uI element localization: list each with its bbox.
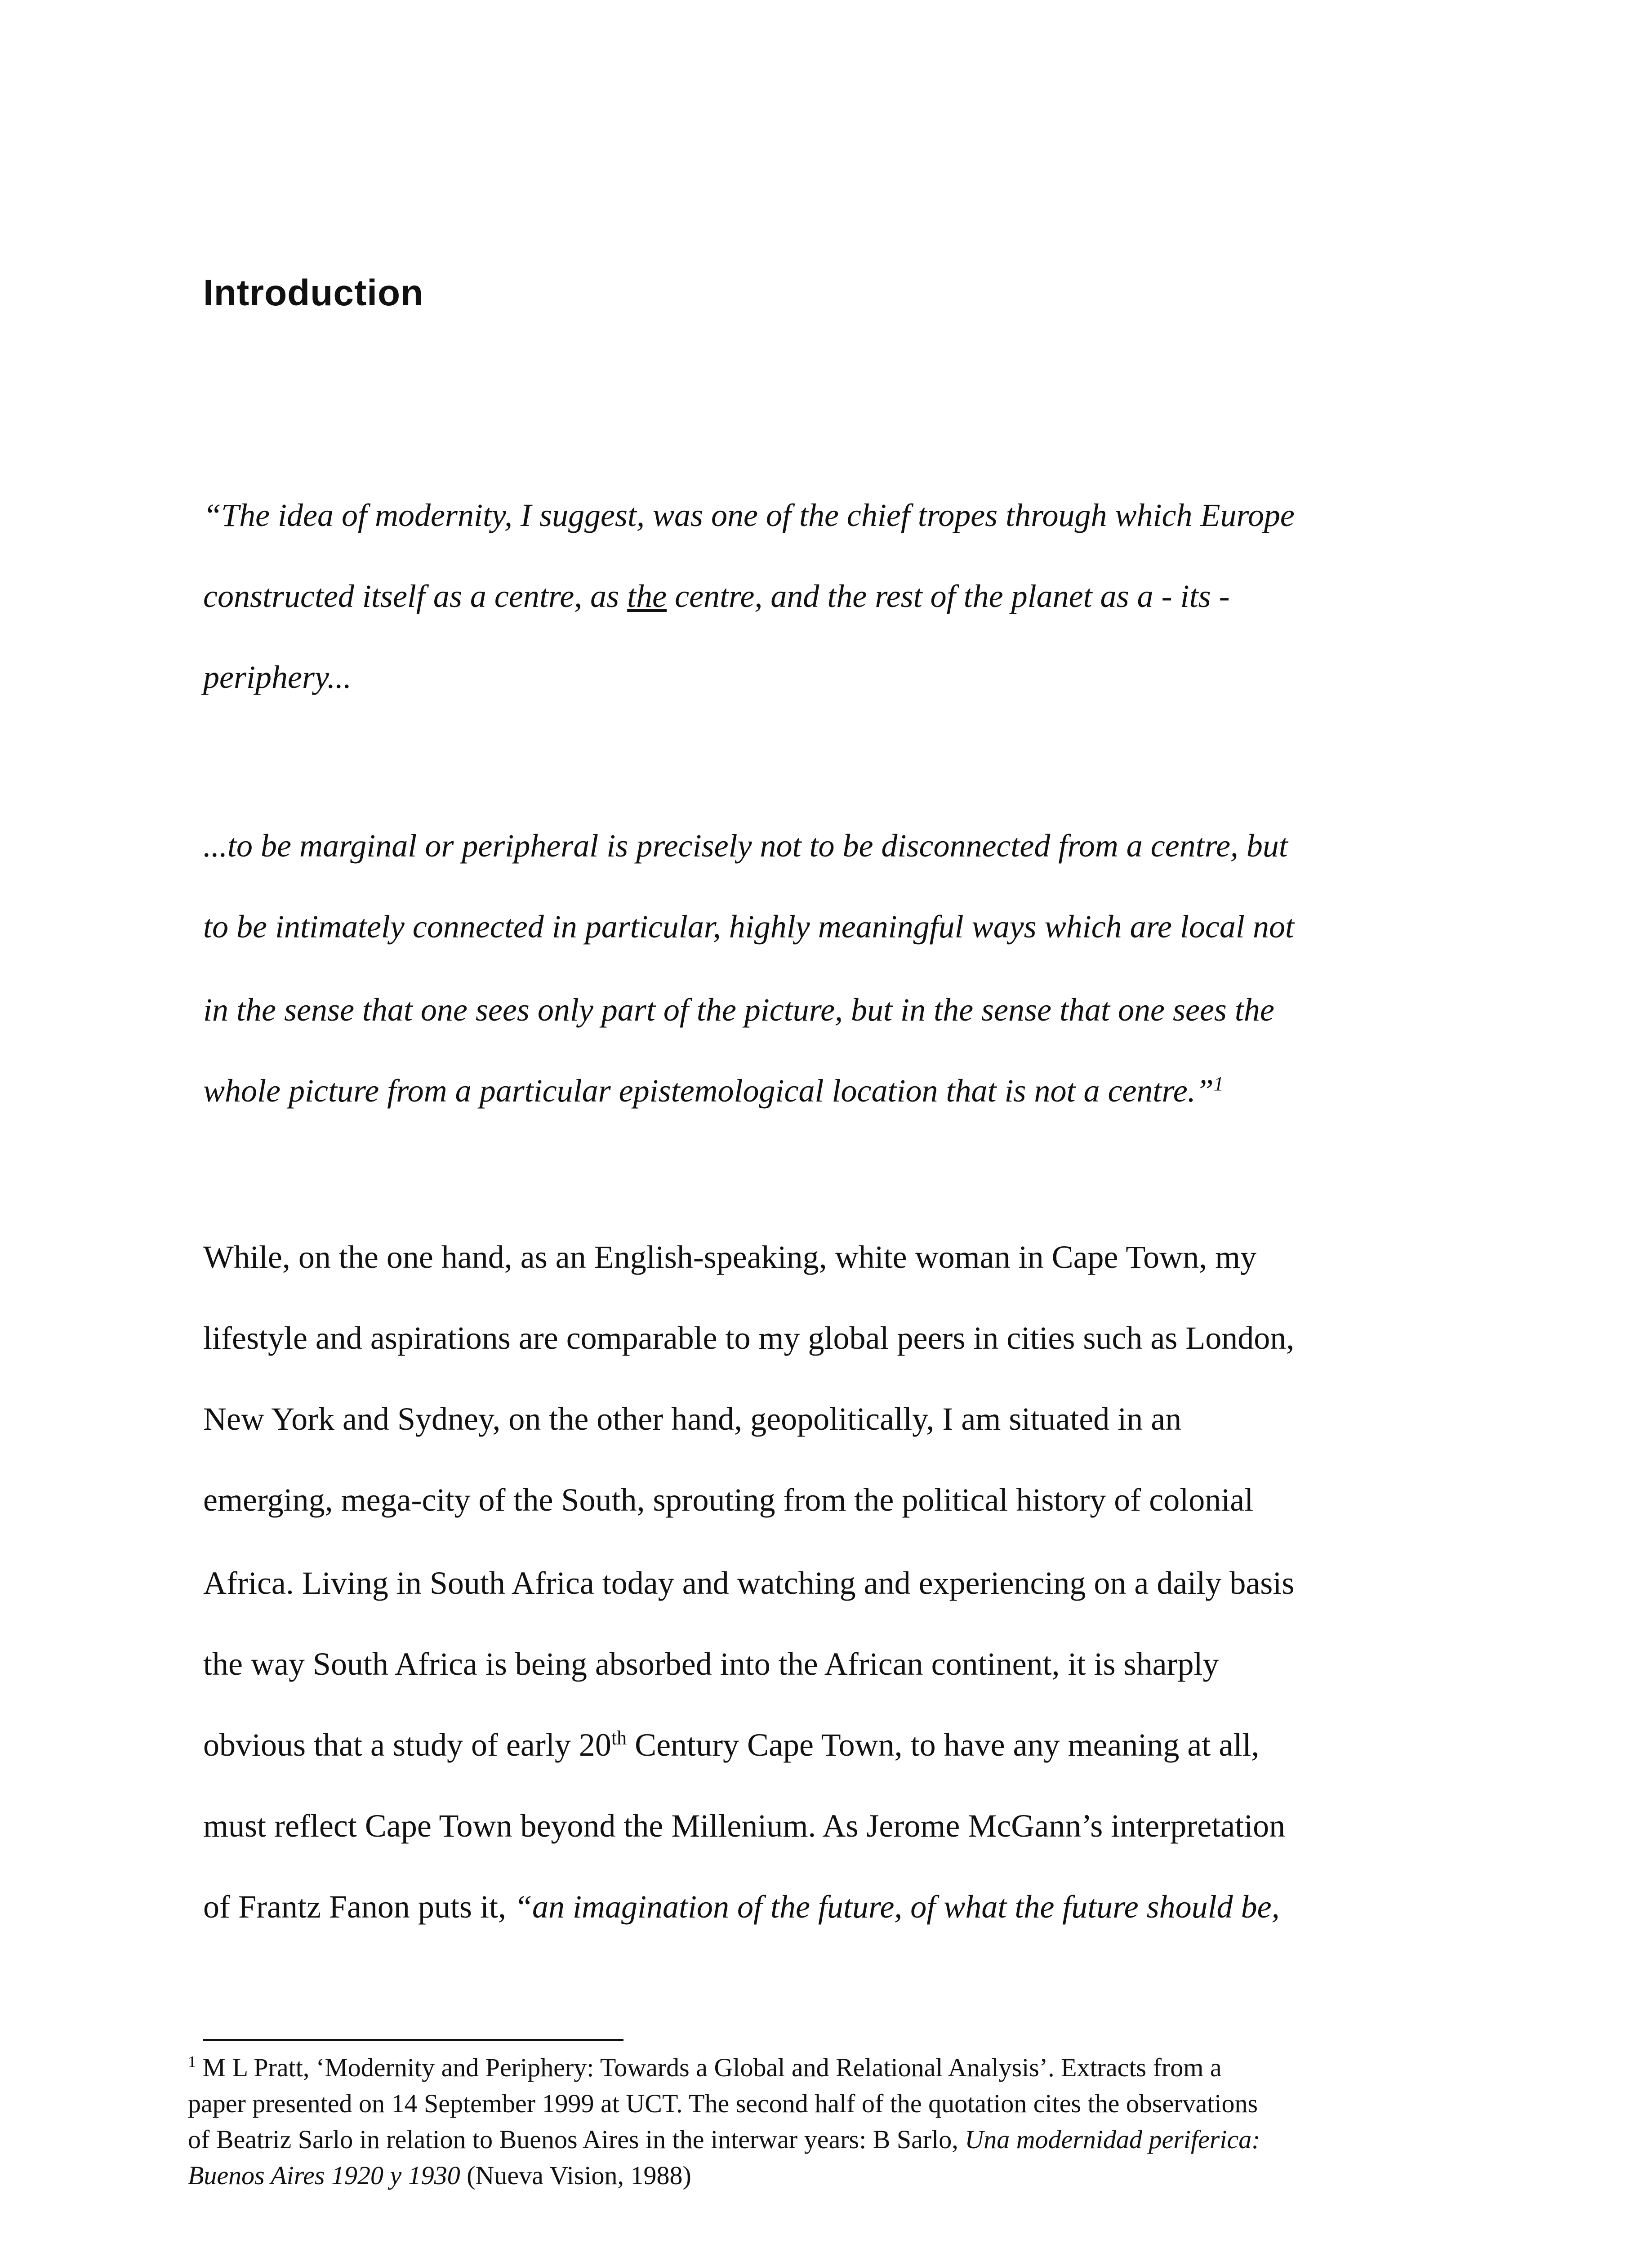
quote-emphasis: the bbox=[627, 578, 667, 614]
body-line: While, on the one hand, as an English-speaking, white woman in Cape Town, my bbox=[203, 1239, 1257, 1275]
body-line: emerging, mega-city of the South, sprouting from the political history of colonial bbox=[203, 1482, 1254, 1518]
body-line: Africa. Living in South Africa today and watching and experiencing on a daily basis bbox=[203, 1565, 1295, 1601]
body-quote: “an imagination of the future, of what the future should be, bbox=[514, 1889, 1280, 1925]
quote-line: in the sense that one sees only part of the picture, but in the sense that one sees the bbox=[203, 992, 1274, 1028]
footnote-title: Buenos Aires 1920 y 1930 bbox=[188, 2161, 460, 2190]
footnote-divider bbox=[203, 2039, 623, 2041]
footnote-line bbox=[188, 2127, 1447, 2153]
footnote-text: M L Pratt, ‘Modernity and Periphery: Towards a Global and Relational Analysis’. Extracts from a bbox=[196, 2053, 1222, 2082]
body-text: of Frantz Fanon puts it, bbox=[203, 1889, 514, 1925]
footnote-line bbox=[188, 2163, 1447, 2189]
footnote-text: (Nueva Vision, 1988) bbox=[460, 2161, 691, 2190]
body-line: New York and Sydney, on the other hand, geopolitically, I am situated in an bbox=[203, 1401, 1182, 1437]
footnote-marker: 1 bbox=[1213, 1073, 1224, 1095]
body-text: obvious that a study of early 20 bbox=[203, 1727, 611, 1763]
body-line bbox=[203, 1729, 1417, 1761]
ordinal-suffix: th bbox=[611, 1727, 627, 1749]
footnote-line: paper presented on 14 September 1999 at UCT. The second half of the quotation cites the observations bbox=[188, 2089, 1258, 2118]
quote-text: constructed itself as a centre, as bbox=[203, 578, 628, 614]
quote-line: “The idea of modernity, I suggest, was one of the chief tropes through which Europe bbox=[203, 497, 1295, 533]
quote-line: ...to be marginal or peripheral is precisely not to be disconnected from a centre, but bbox=[203, 828, 1288, 864]
body-line bbox=[203, 1891, 1417, 1923]
body-text: Century Cape Town, to have any meaning at all, bbox=[627, 1727, 1260, 1763]
quote-text: whole picture from a particular epistemological location that is not a centre.” bbox=[203, 1073, 1214, 1109]
body-line: must reflect Cape Town beyond the Millenium. As Jerome McGann’s interpretation bbox=[203, 1808, 1286, 1844]
body-line: the way South Africa is being absorbed into the African continent, it is sharply bbox=[203, 1646, 1219, 1682]
quote-text: centre, and the rest of the planet as a - its - bbox=[667, 578, 1230, 614]
quote-line bbox=[203, 580, 1417, 612]
footnote-number: 1 bbox=[188, 2052, 196, 2071]
quote-line bbox=[203, 1075, 1417, 1107]
footnote-title: Una modernidad periferica: bbox=[965, 2125, 1260, 2154]
quote-line: periphery... bbox=[203, 659, 352, 695]
footnote-line bbox=[188, 2052, 1447, 2082]
body-line: lifestyle and aspirations are comparable to my global peers in cities such as London, bbox=[203, 1320, 1295, 1356]
section-heading: Introduction bbox=[203, 272, 424, 313]
quote-line: to be intimately connected in particular, highly meaningful ways which are local not bbox=[203, 909, 1294, 945]
footnote-text: of Beatriz Sarlo in relation to Buenos Aires in the interwar years: B Sarlo, bbox=[188, 2125, 965, 2154]
